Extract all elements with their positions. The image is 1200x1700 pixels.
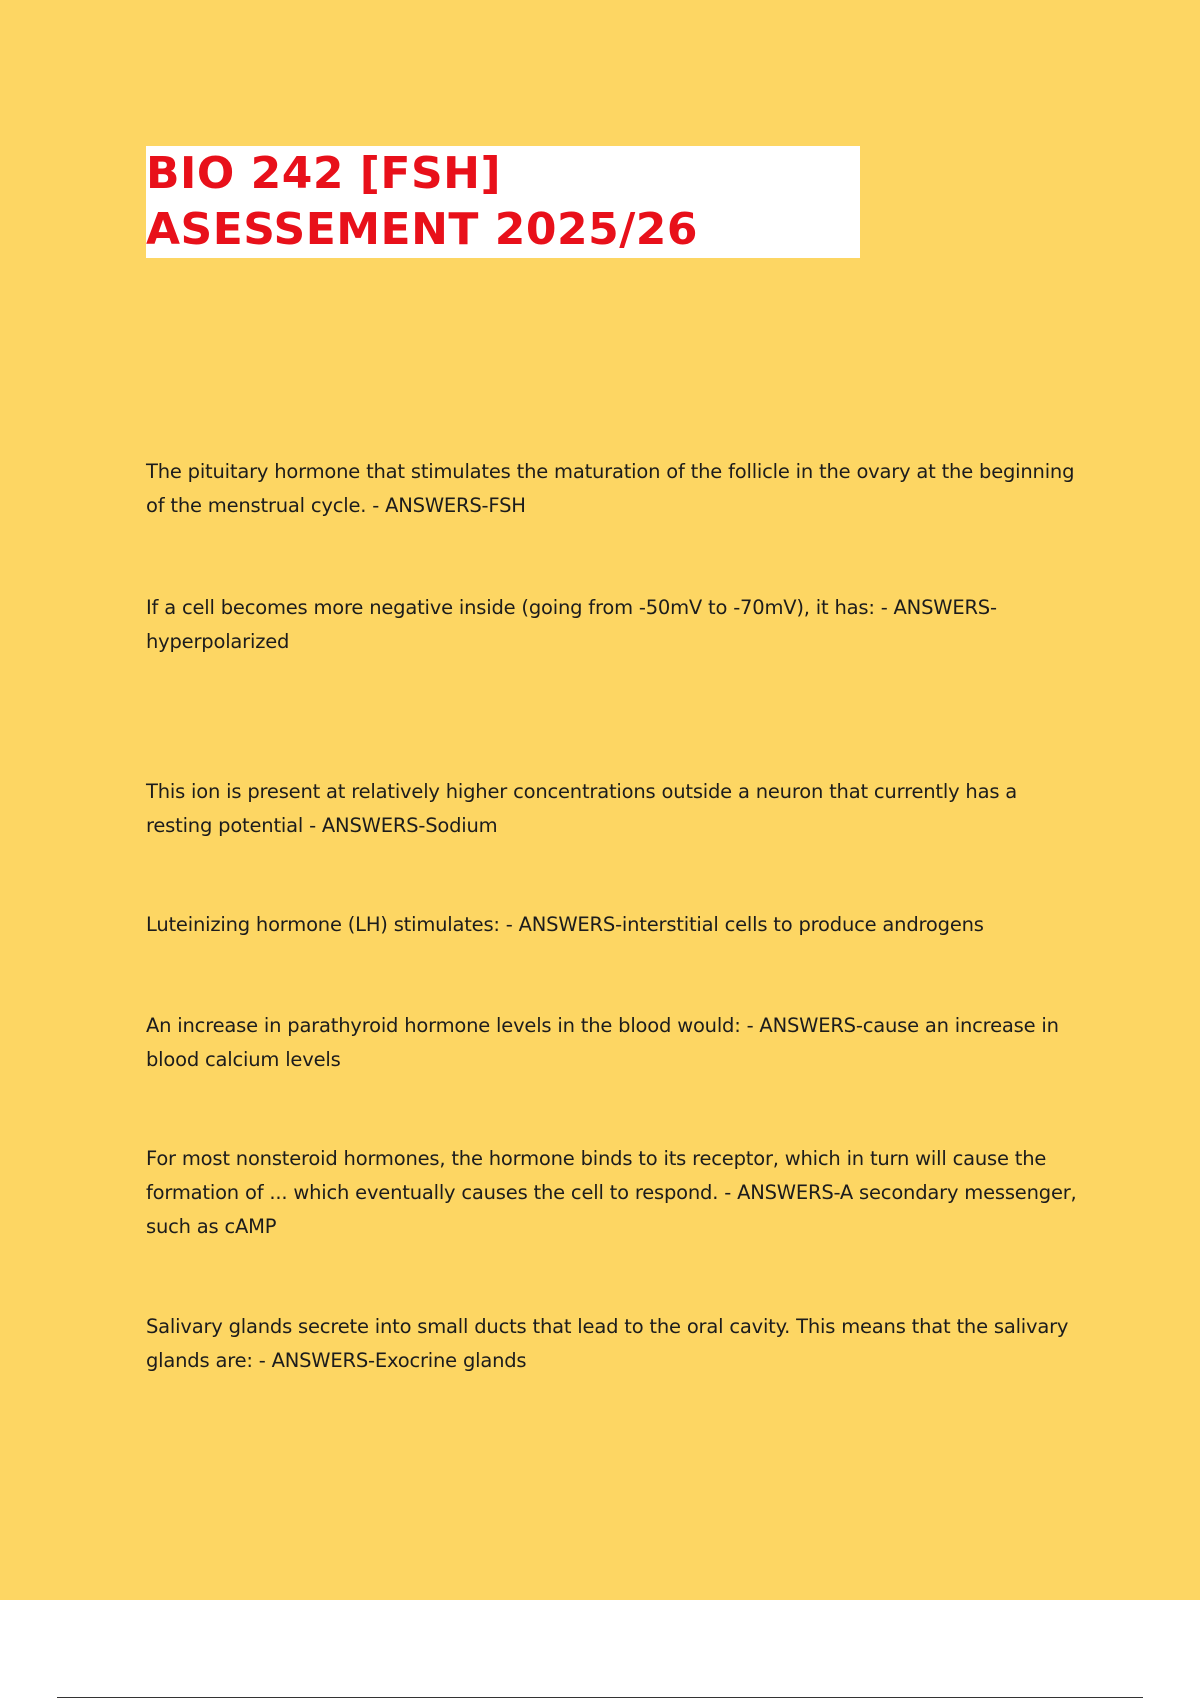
question-answer-3: This ion is present at relatively higher concentrations outside a neuron that currently has a resting potential - ANSWERS-Sodium <box>146 780 1018 837</box>
question-answer-6: For most nonsteroid hormones, the hormone binds to its receptor, which in turn will cause the formation of ... which eventually causes the cell to respond. - ANSWERS-A secondary messenger, such as cAMP <box>146 1147 1077 1238</box>
document-title-line-2: ASESSEMENT 2025/26 <box>146 204 699 255</box>
document-title-line-1: BIO 242 [FSH] <box>146 148 502 199</box>
title-box <box>146 146 860 258</box>
question-answer-4: Luteinizing hormone (LH) stimulates: - ANSWERS-interstitial cells to produce androgens <box>146 913 984 936</box>
footer-divider <box>57 1697 1143 1698</box>
question-answer-7: Salivary glands secrete into small ducts that lead to the oral cavity. This means that the salivary glands are: - ANSWERS-Exocrine glands <box>146 1315 1069 1372</box>
question-answer-5: An increase in parathyroid hormone levels in the blood would: - ANSWERS-cause an increase in blood calcium levels <box>146 1014 1059 1071</box>
question-answer-2: If a cell becomes more negative inside (going from -50mV to -70mV), it has: - ANSWERS-hyperpolarized <box>146 596 997 653</box>
question-answer-1: The pituitary hormone that stimulates the maturation of the follicle in the ovary at the beginning of the menstrual cycle. - ANSWERS-FSH <box>146 460 1075 517</box>
